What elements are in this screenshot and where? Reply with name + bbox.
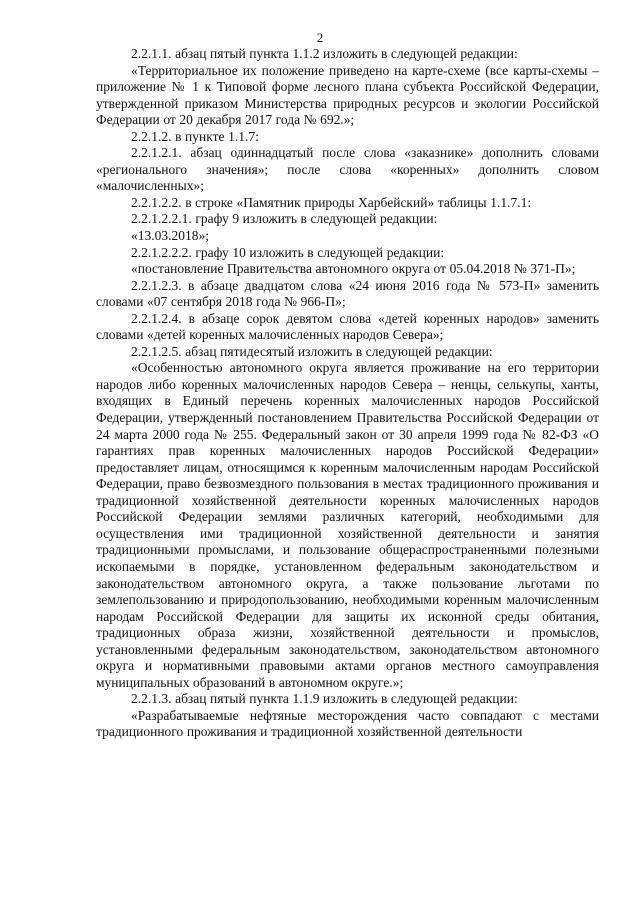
paragraph-2-2-1-2-4: 2.2.1.2.4. в абзаце сорок девятом слова «детей коренных народов» заменить словами «детей коренных малочисленных народов Севера»; bbox=[96, 310, 599, 343]
paragraph-2-2-1-2-3: 2.2.1.2.3. в абзаце двадцатом слова «24 июня 2016 года № 573-П» заменить словами «07 сентября 2018 года № 966-П»; bbox=[96, 277, 599, 310]
paragraph-2-2-1-2-5: 2.2.1.2.5. абзац пятидесятый изложить в следующей редакции: bbox=[131, 343, 493, 359]
paragraph-2-2-1-2: 2.2.1.2. в пункте 1.1.7: bbox=[131, 128, 259, 144]
paragraph-quote-oil-fields: «Разрабатываемые нефтяные месторождения часто совпадают с местами традиционного проживания и традиционной хозяйственной деятельности bbox=[96, 707, 599, 740]
page-number: 2 bbox=[316, 30, 324, 45]
paragraph-quote-resolution: «постановление Правительства автономного округа от 05.04.2018 № 371-П»; bbox=[131, 261, 576, 277]
paragraph-2-2-1-2-1: 2.2.1.2.1. абзац одиннадцатый после слова «заказнике» дополнить словами «регионального значения»; после слова «коренных» дополнить словом «малочисленных»; bbox=[96, 145, 599, 194]
paragraph-2-2-1-1: 2.2.1.1. абзац пятый пункта 1.1.2 изложить в следующей редакции: bbox=[131, 46, 518, 61]
document-body bbox=[96, 46, 599, 741]
paragraph-quote-date: «13.03.2018»; bbox=[131, 228, 210, 244]
paragraph-quote-peculiarity: «Особенностью автономного округа является проживание на его территории народов либо коренных малочисленных народов Севера – ненцы, селькупы, ханты, входящих в Единый перечень коренных малочисленных народов Российской Федерации, утвержденный постановлением Правительства Российской Федерации от 24 марта 2000 года № 255. Федеральный закон от 30 апреля 1999 года № 82-ФЗ «О гарантиях прав коренных малочисленных народов Российской Федерации» предоставляет лицам, относящимся к коренным малочисленным народам Российской Федерации, право безвозмездного пользования в местах традиционного проживания и традиционной хозяйственной деятельности коренных малочисленных народов Российской Федерации землями различных категорий, необходимыми для осуществления ими традиционной хозяйственной деятельности и занятия традиционными промыслами, и пользование общераспространенными полезными ископаемыми в порядке, установленном федеральным законодательством и законодательством автономного округа, а также пользование льготами по землепользованию и природопользованию, необходимыми коренным малочисленным народам Российской Федерации для защиты их исконной среды обитания, традиционных образа жизни, хозяйственной деятельности и промыслов, установленными федеральным законодательством, законодательством автономного округа и нормативными правовыми актами органов местного самоуправления муниципальных образований в автономном округе.»; bbox=[96, 360, 599, 690]
paragraph-2-2-1-2-2-2: 2.2.1.2.2.2. графу 10 изложить в следующей редакции: bbox=[131, 244, 445, 260]
paragraph-2-2-1-2-2-1: 2.2.1.2.2.1. графу 9 изложить в следующей редакции: bbox=[131, 211, 438, 227]
paragraph-2-2-1-3: 2.2.1.3. абзац пятый пункта 1.1.9 изложить в следующей редакции: bbox=[131, 691, 518, 707]
paragraph-quote-territorial: «Территориальное их положение приведено на карте-схеме (все карты-схемы – приложение № 1 к Типовой форме лесного плана субъекта Российской Федерации, утвержденной приказом Министерства природных ресурсов и экологии Российской Федерации от 20 декабря 2017 года № 692.»; bbox=[96, 62, 599, 128]
paragraph-2-2-1-2-2: 2.2.1.2.2. в строке «Памятник природы Харбейский» таблицы 1.1.7.1: bbox=[131, 194, 532, 210]
